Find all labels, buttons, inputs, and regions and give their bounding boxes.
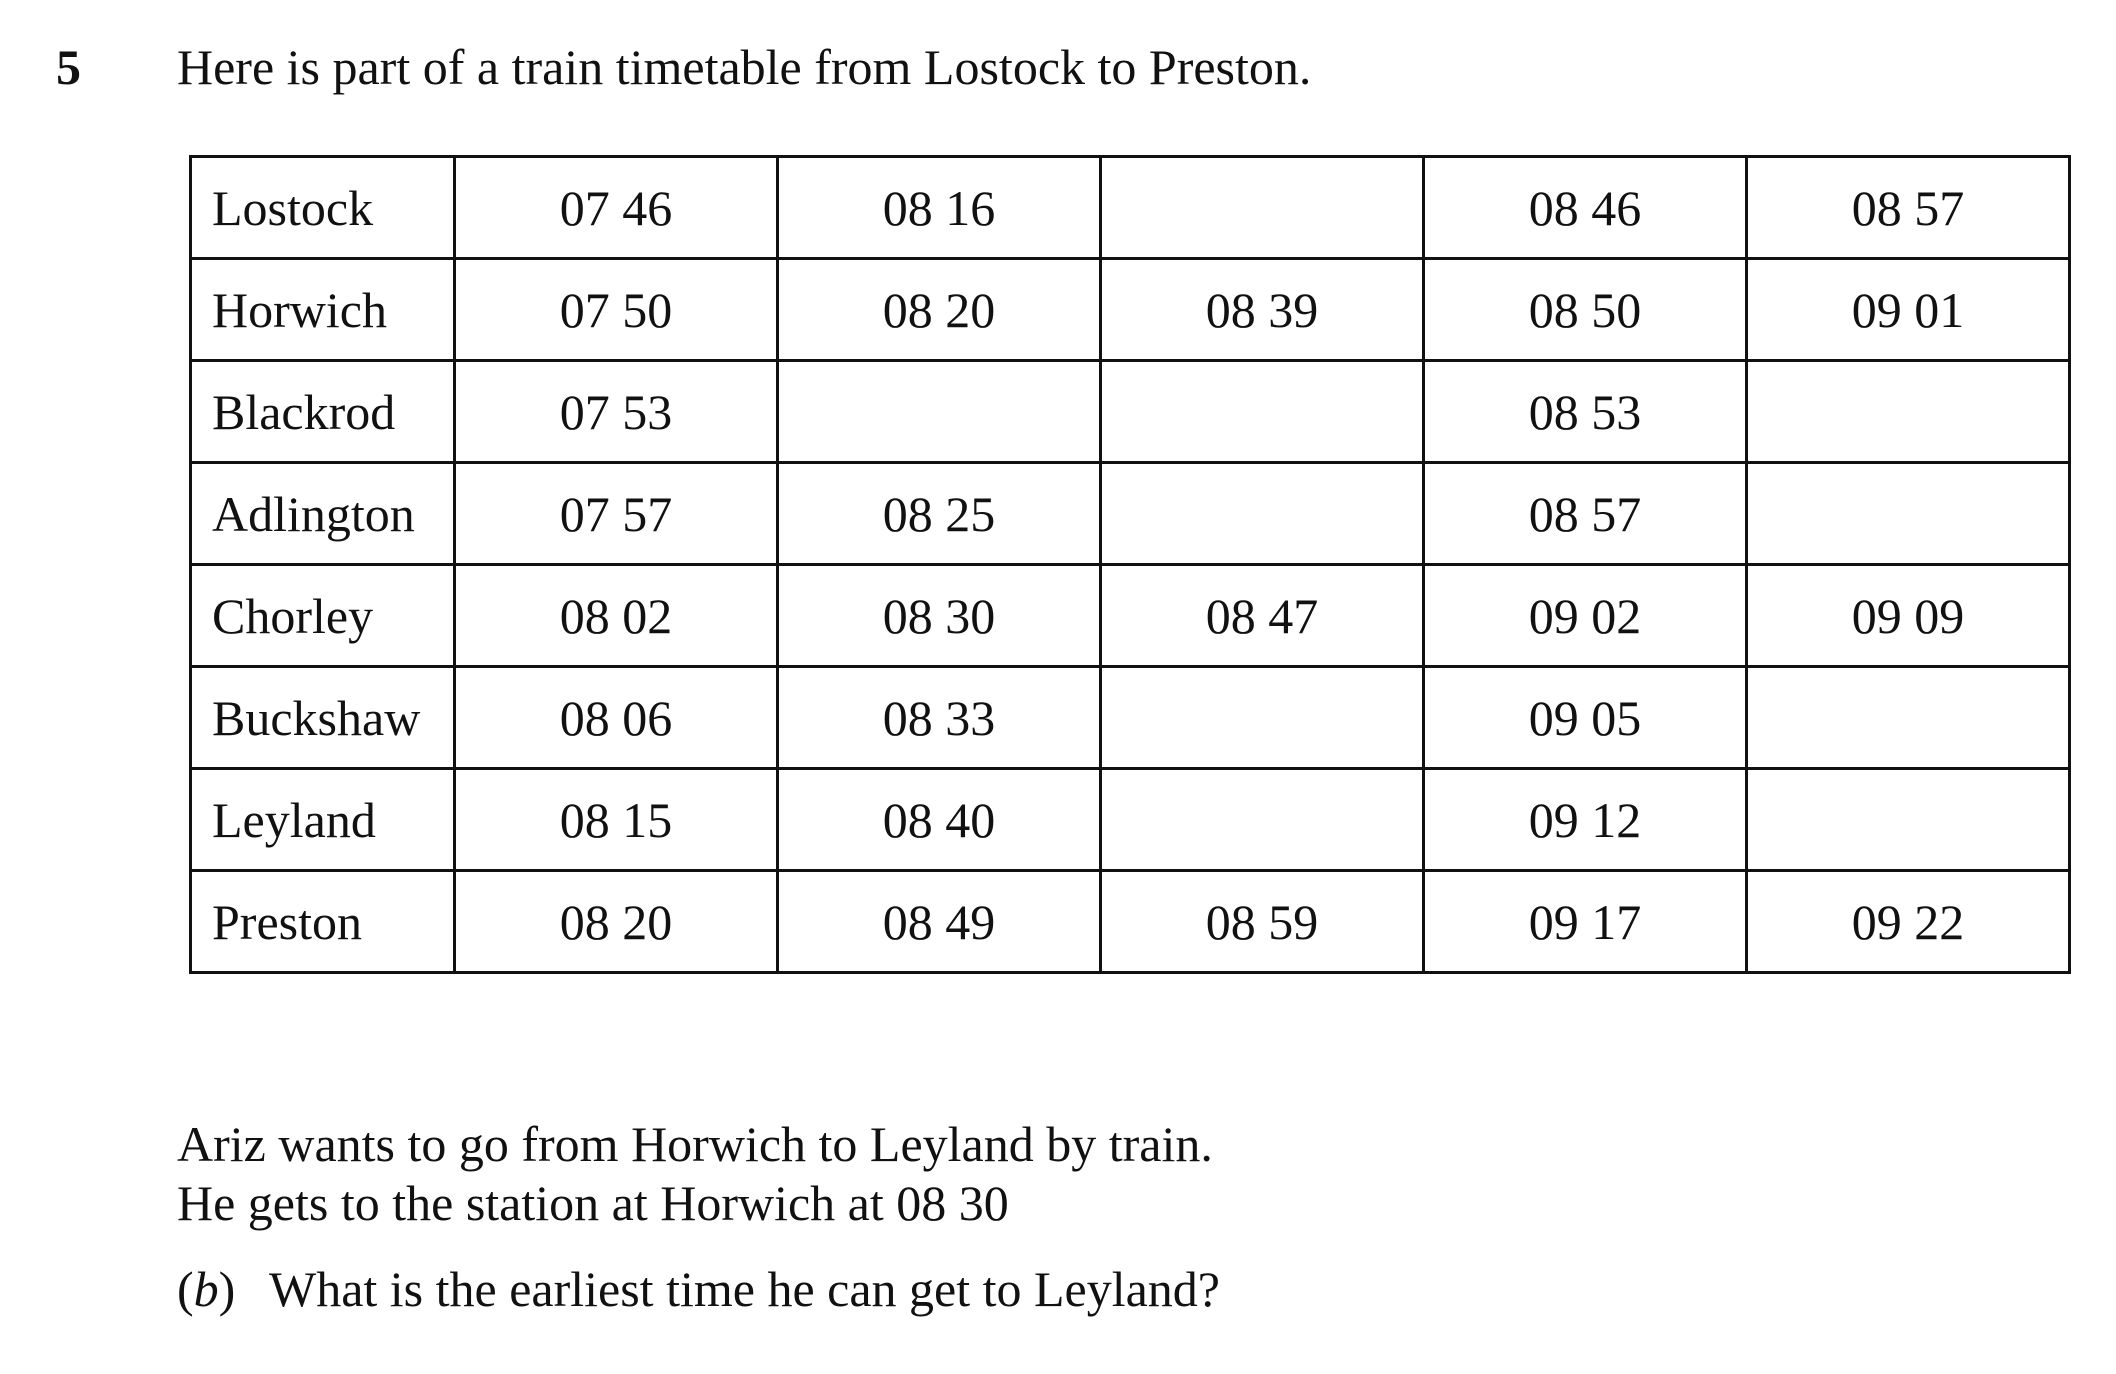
departure-time: 07 53 [455,361,778,463]
departure-time: 08 49 [778,871,1101,973]
timetable-row [191,565,2070,667]
departure-time: 08 20 [455,871,778,973]
departure-time [1101,463,1424,565]
departure-time: 08 02 [455,565,778,667]
departure-time: 08 59 [1101,871,1424,973]
departure-time: 08 57 [1424,463,1747,565]
departure-time: 09 05 [1424,667,1747,769]
question-part-b [177,1261,1221,1317]
question-number: 5 [56,39,81,95]
part-open-paren: ( [177,1261,194,1317]
timetable-row [191,361,2070,463]
station-name: Leyland [191,769,455,871]
departure-time: 08 20 [778,259,1101,361]
timetable-row [191,157,2070,259]
station-name: Lostock [191,157,455,259]
departure-time [1747,463,2070,565]
departure-time [1101,769,1424,871]
departure-time: 07 46 [455,157,778,259]
departure-time [1101,361,1424,463]
departure-time [1101,157,1424,259]
departure-time: 08 40 [778,769,1101,871]
departure-time [1747,667,2070,769]
departure-time: 08 46 [1424,157,1747,259]
part-question-text: What is the earliest time he can get to Leyland? [269,1261,1221,1317]
departure-time: 09 01 [1747,259,2070,361]
departure-time: 09 09 [1747,565,2070,667]
part-close-paren: ) [218,1261,236,1317]
station-name: Preston [191,871,455,973]
departure-time: 08 50 [1424,259,1747,361]
station-name: Adlington [191,463,455,565]
departure-time: 08 47 [1101,565,1424,667]
departure-time: 09 22 [1747,871,2070,973]
departure-time: 08 06 [455,667,778,769]
timetable-row [191,871,2070,973]
timetable-row [191,463,2070,565]
departure-time: 09 02 [1424,565,1747,667]
departure-time: 08 16 [778,157,1101,259]
departure-time: 09 17 [1424,871,1747,973]
departure-time: 09 12 [1424,769,1747,871]
timetable-row [191,769,2070,871]
departure-time: 07 50 [455,259,778,361]
departure-time: 08 25 [778,463,1101,565]
departure-time [1747,769,2070,871]
departure-time [778,361,1101,463]
part-letter: b [193,1261,219,1317]
station-name: Blackrod [191,361,455,463]
train-timetable [189,155,2071,974]
departure-time: 08 30 [778,565,1101,667]
question-intro: Here is part of a train timetable from Lostock to Preston. [177,39,1312,95]
timetable-row [191,259,2070,361]
departure-time: 08 15 [455,769,778,871]
departure-time [1101,667,1424,769]
departure-time: 08 53 [1424,361,1747,463]
scenario-line: Ariz wants to go from Horwich to Leyland by train. [177,1116,1213,1172]
departure-time: 07 57 [455,463,778,565]
station-name: Horwich [191,259,455,361]
departure-time: 08 39 [1101,259,1424,361]
scenario-text [177,1115,1213,1233]
departure-time: 08 33 [778,667,1101,769]
part-label [177,1261,269,1317]
departure-time: 08 57 [1747,157,2070,259]
station-name: Chorley [191,565,455,667]
timetable-row [191,667,2070,769]
departure-time [1747,361,2070,463]
station-name: Buckshaw [191,667,455,769]
scenario-line: He gets to the station at Horwich at 08 30 [177,1175,1009,1231]
